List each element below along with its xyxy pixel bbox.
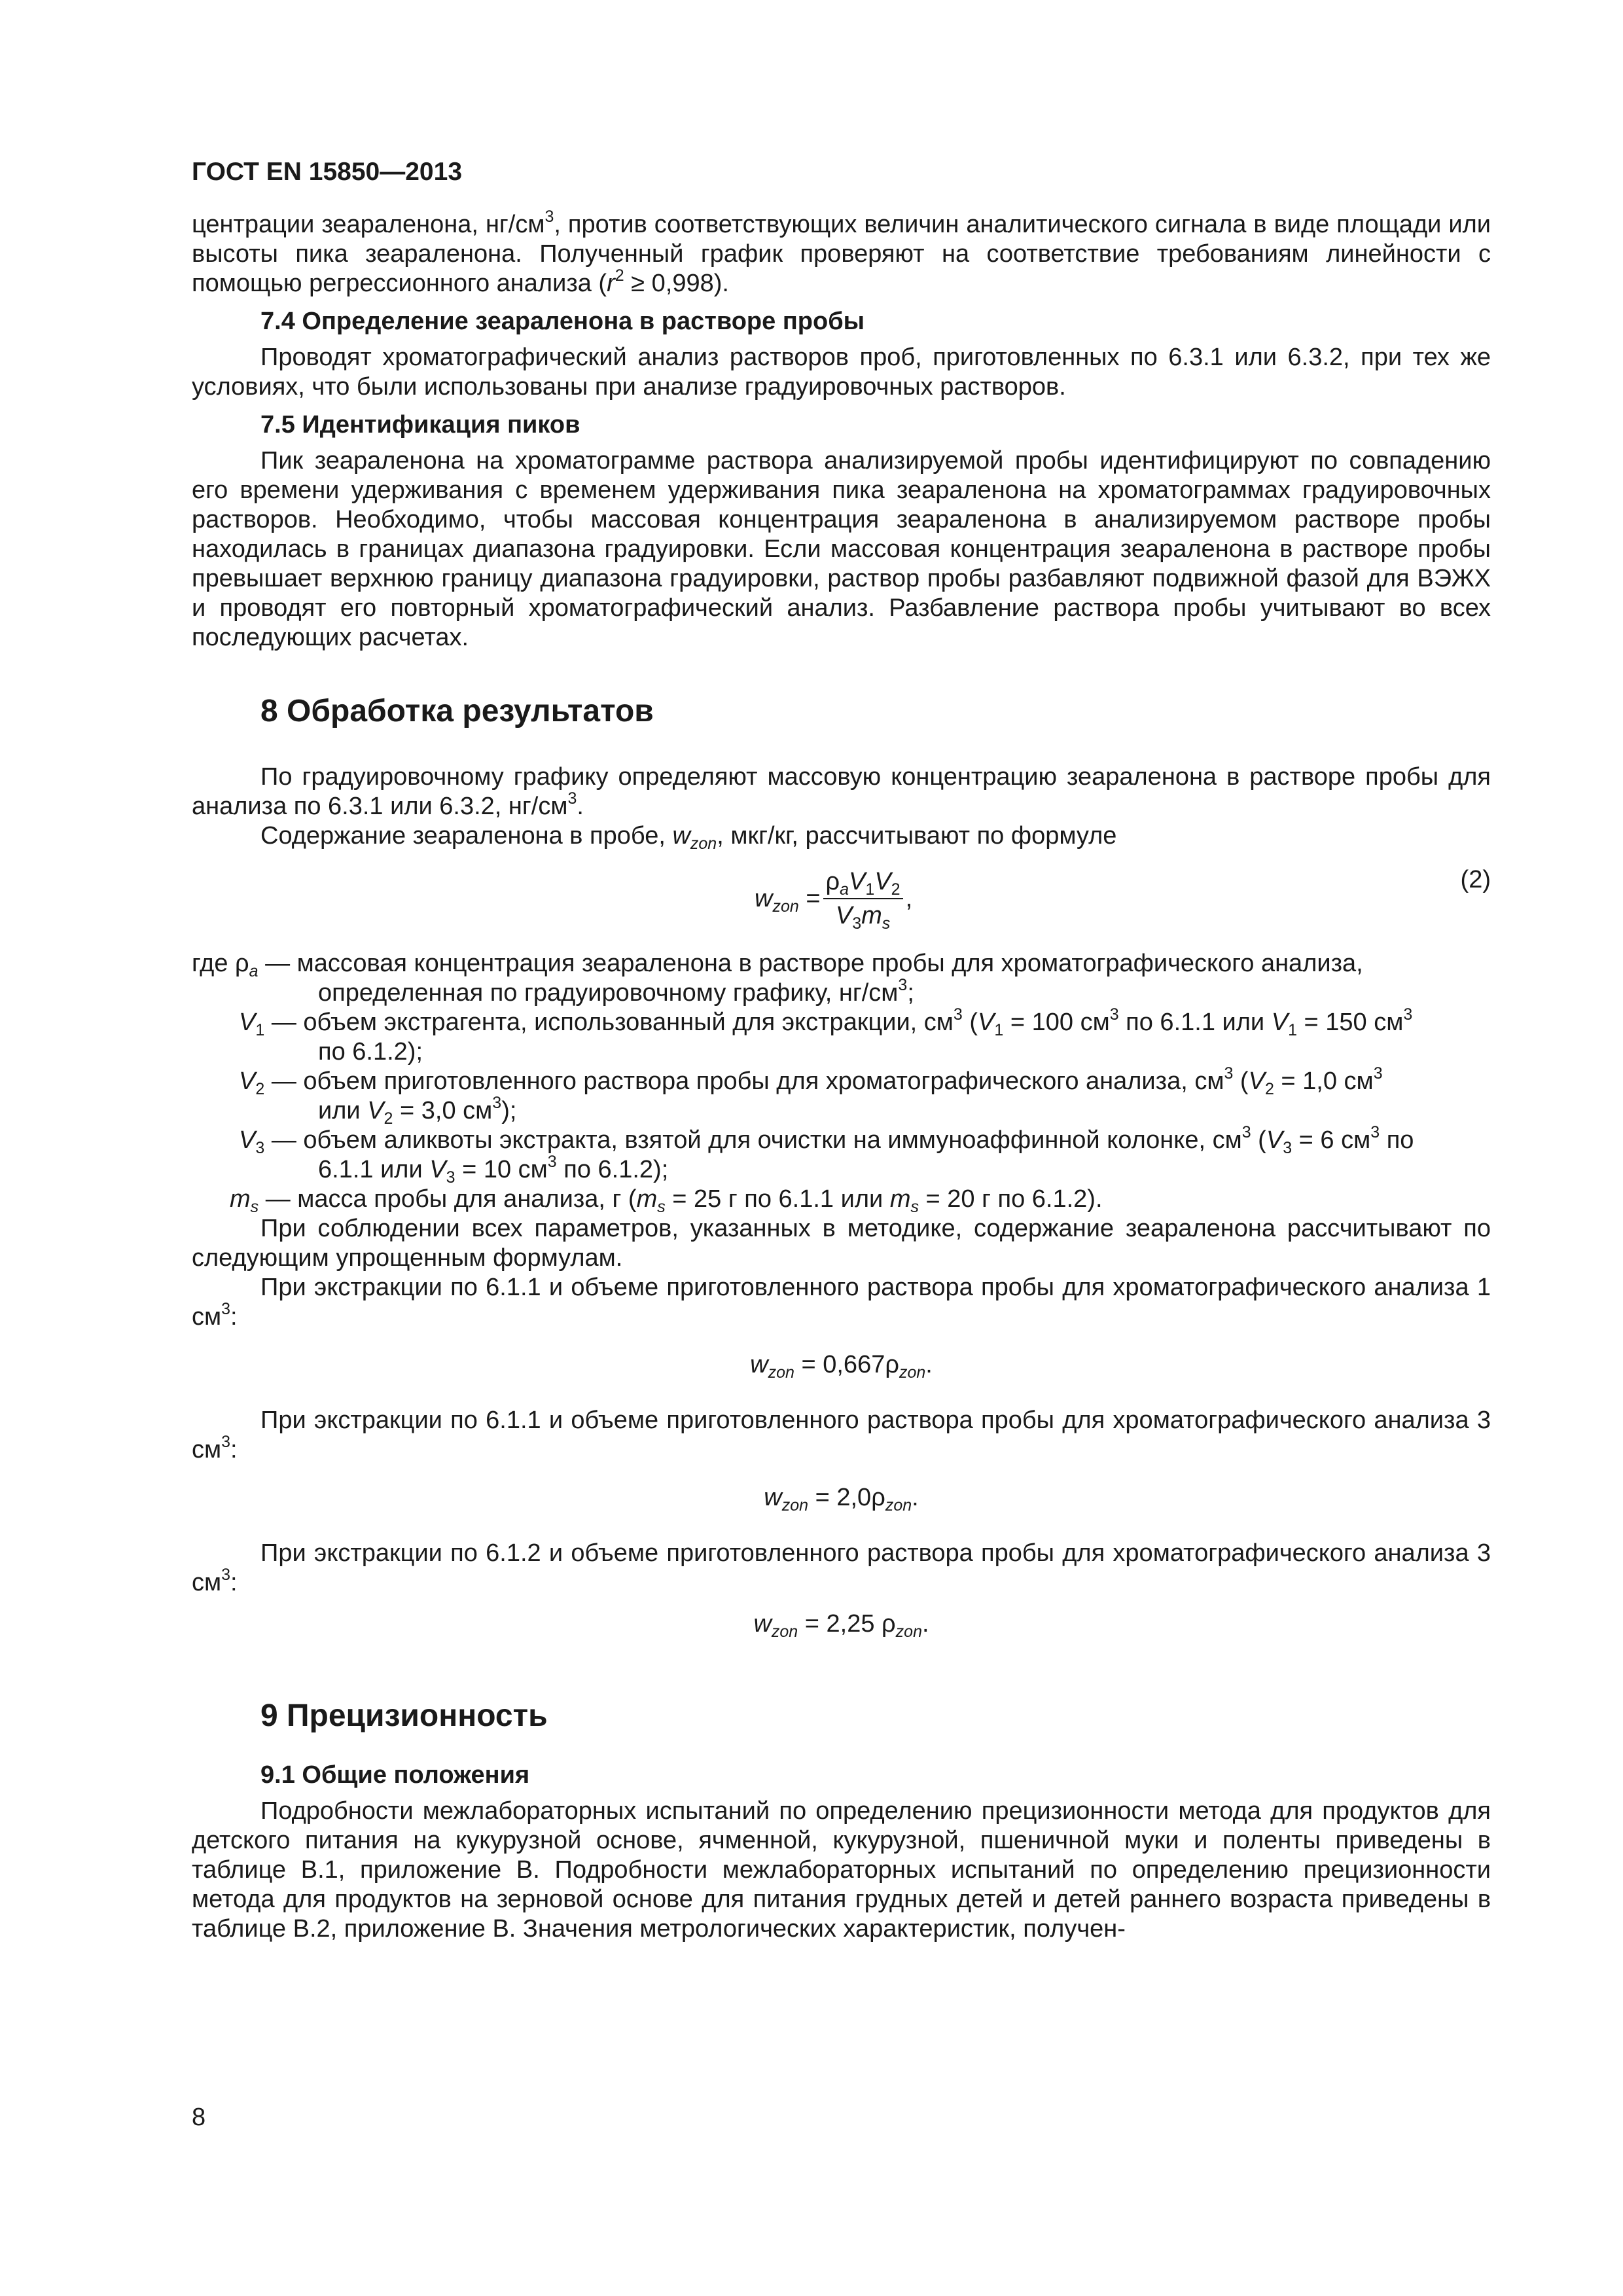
page-number: 8 — [192, 2104, 206, 2131]
section-8-p5: При экстракции по 6.1.1 и объеме приготовленного раствора пробы для хроматографического анализа 3 $см^3$: — [192, 1407, 1491, 1463]
definition-v2: $V_2$ — объем приготовленного раствора пробы для хроматографического анализа, $см^3$ ($V_2 = 1,0$ $см^3$ — [239, 1064, 1383, 1098]
section-8-p2: Содержание зеараленона в пробе, $w_{zon}$, мкг/кг, рассчитывают по формуле — [260, 822, 1117, 853]
section-8-title: 8 Обработка результатов — [260, 694, 654, 728]
definition-v1: $V_1$ — объем экстрагента, использованный для экстракции, $см^3$ ($V_1 = 100$ $см^3$ по 6.1.1 или $V_1 = 150$ $см^3$ — [239, 1005, 1413, 1039]
formula-2: $w_{zon}$ = $\frac{\rho_aV_1V_2}{V_3m_s}$ , (2) — [755, 866, 1491, 933]
definition-rho: где $\rho_a$ — массовая концентрация зеараленона в растворе пробы для хроматографического анализа, — [192, 950, 1363, 980]
definitions-list: где $\rho_a$ — массовая концентрация зеараленона в растворе пробы для хроматографического анализа, определенная по градуировочному графику, $нг/см^3$; $V_1$ — объем экстрагента, использованный для экстракции, $см^3$ ($V_1 = 100$ $см^3$ по 6.1.1 или $V_1 = 150$ $см^3$ по 6.1.2); $V_2$ — объем приготовленного раствора пробы для хроматографического анализа, $см^3$ ($V_2 = 1,0$ $см^3$ или $V_2 = 3,0$ $см^3$); $V_3$ — объем аликвоты экстракта, взятой для очистки на иммуноаффинной колонке, $см^3$ ($V_3 = 6$ $см^3$ по 6.1.1 или $V_3 = 10$ $см^3$ по 6.1.2); $m_s$ — масса пробы для анализа, г ($m_s = 25$ г по 6.1.1 или $m_s = 20$ г по 6.1.2). — [192, 949, 1491, 1214]
paragraph-7-3-cont: центрации зеараленона, $нг/см^3$, против соответствующих величин аналитического сигнала в виде площади или высоты пика зеараленона. Полученный график проверяют на соответствие требованиям линейности с помощью регрессионного анализа $(r^2 \ge 0,998)$. — [192, 207, 1491, 297]
definition-ms: $m_s$ — масса пробы для анализа, г ($m_s = 25$ г по 6.1.1 или $m_s = 20$ г по 6.1.2). — [230, 1185, 1103, 1216]
section-8-p6: При экстракции по 6.1.2 и объеме приготовленного раствора пробы для хроматографического анализа 3 $см^3$: — [192, 1539, 1491, 1596]
formula-simplified-2: $w_{zon} = 2,0\rho_{zon}$. — [764, 1484, 919, 1515]
section-9-1-text: Подробности межлабораторных испытаний по определению прецизионности метода для продуктов для детского питания на кукурузной основе, ячменной, кукурузной, пшеничной муки и поленты приведены в таблице В.1, приложение В. Подробности межлабораторных испытаний по определению прецизионности метода для продуктов на зерновой основе для питания грудных детей и детей раннего возраста приведены в таблице В.2, приложение В. Значения метрологических характеристик, получен- — [192, 1797, 1491, 1943]
section-8-p4: При экстракции по 6.1.1 и объеме приготовленного раствора пробы для хроматографического анализа 1 $см^3$: — [192, 1274, 1491, 1331]
section-9-1-title: 9.1 Общие положения — [260, 1761, 530, 1789]
equation-number: (2) — [1460, 866, 1491, 893]
section-8-p3: При соблюдении всех параметров, указанных в методике, содержание зеараленона рассчитывают по следующим упрощенным формулам. — [192, 1215, 1491, 1272]
definition-v3: $V_3$ — объем аликвоты экстракта, взятой для очистки на иммуноаффинной колонке, $см^3$ ($V_3 = 6$ $см^3$ по — [239, 1123, 1414, 1157]
formula-simplified-3: $w_{zon} = 2,25$ $\rho_{zon}$. — [753, 1610, 929, 1641]
section-7-4-text: Проводят хроматографический анализ растворов проб, приготовленных по 6.3.1 или 6.3.2, при тех же условиях, что были использованы при анализе градуировочных растворов. — [192, 344, 1491, 401]
section-9-title: 9 Прецизионность — [260, 1698, 548, 1733]
section-7-5-title: 7.5 Идентификация пиков — [260, 411, 580, 439]
document-header: ГОСТ EN 15850—2013 — [192, 158, 463, 186]
section-8-p1: По градуировочному графику определяют массовую концентрацию зеараленона в растворе пробы для анализа по 6.3.1 или 6.3.2, $нг/см^3$. — [192, 763, 1491, 820]
formula-simplified-1: $w_{zon} = 0,667\rho_{zon}$. — [750, 1351, 933, 1382]
document-page — [192, 157, 1491, 1944]
section-7-4-title: 7.4 Определение зеараленона в растворе пробы — [260, 308, 865, 335]
section-7-5-text: Пик зеараленона на хроматограмме раствора анализируемой пробы идентифицируют по совпадению его времени удерживания с временем удерживания пика зеараленона на хроматограммах градуировочных растворов. Необходимо, чтобы массовая концентрация зеараленона в анализируемом растворе пробы находилась в границах диапазона градуировки. Если массовая концентрация зеараленона в растворе пробы превышает верхнюю границу диапазона градуировки, раствор пробы разбавляют подвижной фазой для ВЭЖХ и проводят его повторный хроматографический анализ. Разбавление раствора пробы учитывают во всех последующих расчетах. — [192, 447, 1491, 651]
